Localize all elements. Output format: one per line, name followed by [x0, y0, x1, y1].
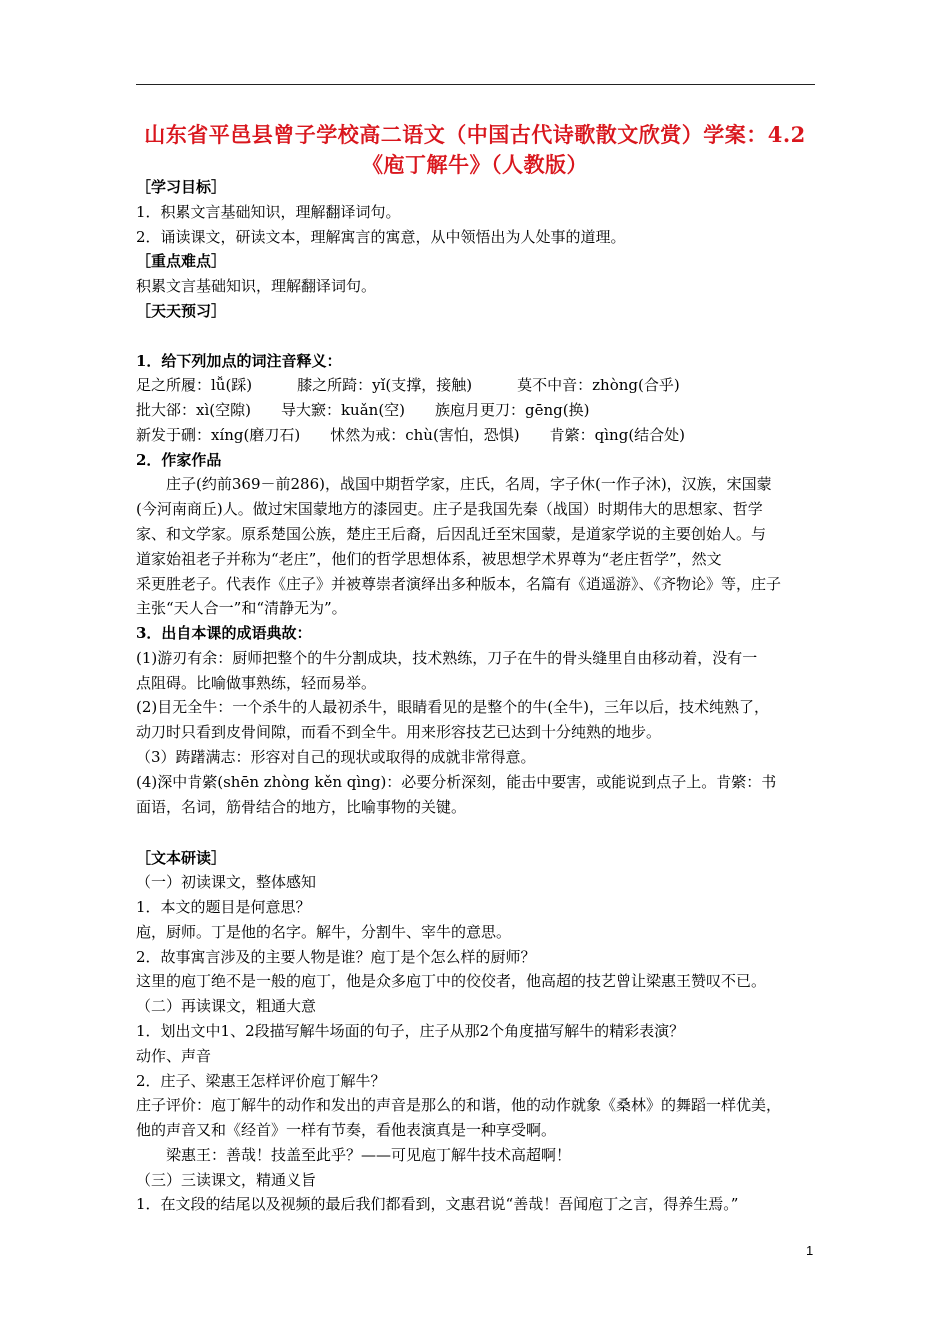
- preview-item-3-heading: 3．出自本课的成语典故：: [136, 624, 312, 642]
- idiom-line: （3）踌躇满志：形容对自己的现状或取得的成就非常得意。: [136, 748, 536, 766]
- study-line: （三）三读课文，精通义旨: [136, 1171, 317, 1189]
- idiom-line: 动刀时只看到皮骨间隙，而看不到全牛。用来形容技艺已达到十分纯熟的地步。: [136, 723, 662, 741]
- section-heading-key-points: ［重点难点］: [136, 252, 227, 270]
- pronunciation-row-2: 批大郤：xì(空隙) 导大窾：kuǎn(空) 族庖月更刀：gēng(换): [136, 401, 590, 419]
- author-paragraph-line: 采更胜老子。代表作《庄子》并被尊崇者演绎出多种版本，名篇有《逍遥游》、《齐物论》等，庄子: [136, 575, 782, 593]
- study-line: 1．本文的题目是何意思？: [136, 898, 311, 916]
- pronunciation-row-3: 新发于硎：xíng(磨刀石) 怵然为戒：chù(害怕，恐惧) 肯綮：qìng(结合处): [136, 426, 686, 444]
- study-line: 1．划出文中1、2段描写解牛场面的句子，庄子从那2个角度描写解牛的精彩表演？: [136, 1022, 685, 1040]
- objective-1: 1．积累文言基础知识，理解翻译词句。: [136, 203, 401, 221]
- author-paragraph-line: 主张“天人合一”和“清静无为”。: [136, 599, 347, 617]
- idiom-line: (1)游刃有余：厨师把整个的牛分割成块，技术熟练，刀子在牛的骨头缝里自由移动着，没有一: [136, 649, 758, 667]
- preview-item-1-heading: 1．给下列加点的词注音释义：: [136, 352, 342, 370]
- study-line: 1．在文段的结尾以及视频的最后我们都看到，文惠君说“善哉！吾闻庖丁之言，得养生焉。”: [136, 1195, 739, 1213]
- pronunciation-row-1: 足之所履：lǚ(踩) 膝之所踦：yǐ(支撑，接触) 莫不中音：zhòng(合乎): [136, 376, 680, 394]
- document-title-line-1: 山东省平邑县曾子学校高二语文（中国古代诗歌散文欣赏）学案：4.2: [144, 122, 806, 147]
- idiom-line: (2)目无全牛：一个杀牛的人最初杀牛，眼睛看见的是整个的牛(全牛)，三年以后，技术纯熟了，: [136, 698, 769, 716]
- study-line: 庖，厨师。丁是他的名字。解牛，分割牛、宰牛的意思。: [136, 923, 512, 941]
- idiom-line: (4)深中肯綮(shēn zhòng kěn qìng)：必要分析深刻，能击中要害，或能说到点子上。肯綮：书: [136, 773, 777, 791]
- header-rule: [136, 84, 815, 85]
- author-paragraph-line: 道家始祖老子并称为“老庄”，他们的哲学思想体系，被思想学术界尊为“老庄哲学”，然文: [136, 550, 722, 568]
- key-point-text: 积累文言基础知识，理解翻译词句。: [136, 277, 377, 295]
- study-line: 这里的庖丁绝不是一般的庖丁，他是众多庖丁中的佼佼者，他高超的技艺曾让梁惠王赞叹不已。: [136, 972, 767, 990]
- section-heading-preview: ［天天预习］: [136, 302, 227, 320]
- study-line: 庄子评价：庖丁解牛的动作和发出的声音是那么的和谐，他的动作就象《桑林》的舞蹈一样优美，: [136, 1096, 782, 1114]
- document-title-line-2: 《庖丁解牛》（人教版）: [362, 152, 588, 177]
- author-paragraph-line: (今河南商丘)人。做过宋国蒙地方的漆园吏。庄子是我国先秦（战国）时期伟大的思想家、哲学: [136, 500, 763, 518]
- idiom-line: 点阻碍。比喻做事熟练，轻而易举。: [136, 674, 377, 692]
- preview-item-2-heading: 2．作家作品: [136, 451, 222, 469]
- section-heading-objectives: ［学习目标］: [136, 178, 227, 196]
- objective-2: 2．诵读课文，研读文本，理解寓言的寓意，从中领悟出为人处事的道理。: [136, 228, 626, 246]
- study-line: 他的声音又和《经首》一样有节奏，看他表演真是一种享受啊。: [136, 1121, 557, 1139]
- page-number: 1: [806, 1243, 814, 1258]
- study-line: 2．庄子、梁惠王怎样评价庖丁解牛？: [136, 1072, 386, 1090]
- study-line: （一）初读课文，整体感知: [136, 873, 317, 891]
- study-line: 梁惠王：善哉！技盖至此乎？——可见庖丁解牛技术高超啊！: [136, 1146, 572, 1164]
- author-paragraph-line: 家、和文学家。原系楚国公族，楚庄王后裔，后因乱迁至宋国蒙，是道家学说的主要创始人。与: [136, 525, 767, 543]
- study-line: 2．故事寓言涉及的主要人物是谁？庖丁是个怎么样的厨师？: [136, 948, 536, 966]
- author-paragraph-line: 庄子(约前369－前286)，战国中期哲学家，庄氏，名周，字子休(一作子沐)，汉族，宋国蒙: [136, 475, 772, 493]
- study-line: 动作、声音: [136, 1047, 212, 1065]
- study-line: （二）再读课文，粗通大意: [136, 997, 317, 1015]
- section-heading-text-study: ［文本研读］: [136, 849, 227, 867]
- idiom-line: 面语，名词，筋骨结合的地方，比喻事物的关键。: [136, 798, 467, 816]
